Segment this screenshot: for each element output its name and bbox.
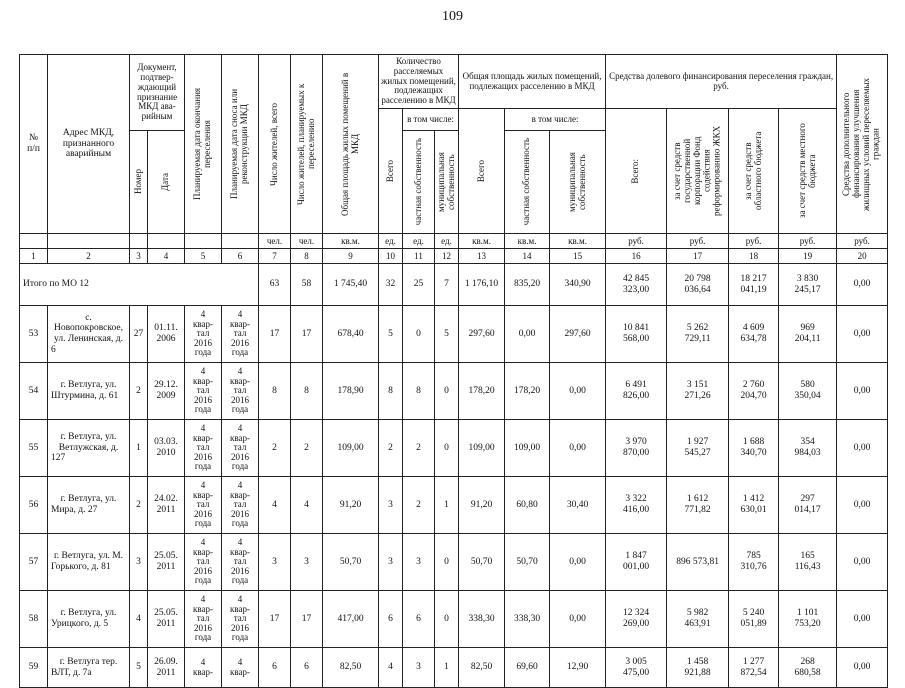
header-row-1 bbox=[20, 55, 888, 109]
row-residents-planned: 17 bbox=[291, 306, 323, 363]
header-residents-total: Число жителей, всего bbox=[259, 55, 291, 234]
unit-cell: кв.м. bbox=[323, 234, 379, 249]
row-residents-total: 8 bbox=[259, 363, 291, 420]
total-area-total: 1 176,10 bbox=[459, 264, 505, 306]
total-funds-regional: 18 217 041,19 bbox=[729, 264, 779, 306]
row-residents-planned: 6 bbox=[291, 648, 323, 688]
unit-cell: чел. bbox=[259, 234, 291, 249]
row-residents-total: 6 bbox=[259, 648, 291, 688]
row-area-total: 82,50 bbox=[459, 648, 505, 688]
row-funds-local: 969 204,11 bbox=[779, 306, 837, 363]
row-doc-number: 1 bbox=[130, 420, 148, 477]
row-funds-additional: 0,00 bbox=[837, 306, 888, 363]
row-demolition-date: 4 квар- тал 2016 года bbox=[222, 306, 259, 363]
total-area: 1 745,40 bbox=[323, 264, 379, 306]
row-doc-number: 27 bbox=[130, 306, 148, 363]
row-residents-planned: 3 bbox=[291, 534, 323, 591]
row-rooms-total: 5 bbox=[379, 306, 403, 363]
row-area-private: 60,80 bbox=[505, 477, 550, 534]
row-area-private: 178,20 bbox=[505, 363, 550, 420]
column-index: 18 bbox=[729, 249, 779, 264]
header-funds-regional: за счет средств областного бюджета bbox=[729, 109, 779, 234]
row-residents-total: 2 bbox=[259, 420, 291, 477]
total-funds-fund: 20 798 036,64 bbox=[667, 264, 729, 306]
unit-cell: ед. bbox=[403, 234, 435, 249]
header-rooms-group: Количество расселяемых жилых помещений, подлежащих расселению в МКД bbox=[379, 55, 459, 109]
row-funds-local: 268 680,58 bbox=[779, 648, 837, 688]
header-area-private: частная собственность bbox=[505, 131, 550, 234]
total-rooms-total: 32 bbox=[379, 264, 403, 306]
row-funds-fund: 1 458 921,88 bbox=[667, 648, 729, 688]
row-number: 58 bbox=[20, 591, 48, 648]
unit-cell: руб. bbox=[606, 234, 667, 249]
row-address: г. Ветлуга, ул. М. Горького, д. 81 bbox=[48, 534, 130, 591]
row-doc-number: 5 bbox=[130, 648, 148, 688]
row-address: г. Ветлуга, ул. Урицкого, д. 5 bbox=[48, 591, 130, 648]
row-rooms-total: 3 bbox=[379, 477, 403, 534]
header-rooms-including: в том числе: bbox=[403, 109, 459, 131]
row-end-date: 4 квар- тал 2016 года bbox=[185, 363, 222, 420]
unit-cell: кв.м. bbox=[505, 234, 550, 249]
row-area-municipal: 297,60 bbox=[550, 306, 606, 363]
row-funds-total: 3 970 870,00 bbox=[606, 420, 667, 477]
row-area-municipal: 0,00 bbox=[550, 591, 606, 648]
row-rooms-municipal: 1 bbox=[435, 648, 459, 688]
unit-cell: кв.м. bbox=[459, 234, 505, 249]
row-doc-number: 2 bbox=[130, 363, 148, 420]
row-rooms-private: 8 bbox=[403, 363, 435, 420]
header-funds-local: за счет средств местного бюджета bbox=[779, 109, 837, 234]
row-funds-local: 580 350,04 bbox=[779, 363, 837, 420]
row-funds-local: 354 984,03 bbox=[779, 420, 837, 477]
row-funds-additional: 0,00 bbox=[837, 420, 888, 477]
unit-cell: руб. bbox=[779, 234, 837, 249]
row-funds-total: 6 491 826,00 bbox=[606, 363, 667, 420]
column-index: 17 bbox=[667, 249, 729, 264]
row-residents-total: 3 bbox=[259, 534, 291, 591]
row-funds-local: 297 014,17 bbox=[779, 477, 837, 534]
row-residents-planned: 4 bbox=[291, 477, 323, 534]
header-planned-demolition-date: Планируемая дата сноса или реконструкции МКД bbox=[222, 55, 259, 234]
row-demolition-date: 4 квар- bbox=[222, 648, 259, 688]
column-index: 3 bbox=[130, 249, 148, 264]
unit-cell: чел. bbox=[291, 234, 323, 249]
row-end-date: 4 квар- bbox=[185, 648, 222, 688]
row-number: 54 bbox=[20, 363, 48, 420]
row-area-municipal: 0,00 bbox=[550, 534, 606, 591]
row-end-date: 4 квар- тал 2016 года bbox=[185, 534, 222, 591]
column-index: 4 bbox=[148, 249, 185, 264]
header-funds-group: Средства долевого финансирования переселения граждан, руб. bbox=[606, 55, 837, 109]
row-area-private: 109,00 bbox=[505, 420, 550, 477]
total-funds-local: 3 830 245,17 bbox=[779, 264, 837, 306]
column-index: 10 bbox=[379, 249, 403, 264]
row-rooms-municipal: 0 bbox=[435, 534, 459, 591]
row-end-date: 4 квар- тал 2016 года bbox=[185, 591, 222, 648]
row-area-private: 50,70 bbox=[505, 534, 550, 591]
row-area-municipal: 0,00 bbox=[550, 420, 606, 477]
total-residents-total: 63 bbox=[259, 264, 291, 306]
header-num: № п/п bbox=[20, 55, 48, 234]
row-funds-total: 1 847 001,00 bbox=[606, 534, 667, 591]
row-number: 57 bbox=[20, 534, 48, 591]
unit-cell: ед. bbox=[435, 234, 459, 249]
row-demolition-date: 4 квар- тал 2016 года bbox=[222, 591, 259, 648]
column-index: 14 bbox=[505, 249, 550, 264]
total-funds-total: 42 845 323,00 bbox=[606, 264, 667, 306]
row-address: г. Ветлуга, ул. Ветлужская, д. 127 bbox=[48, 420, 130, 477]
row-residents-planned: 2 bbox=[291, 420, 323, 477]
row-funds-regional: 1 688 340,70 bbox=[729, 420, 779, 477]
column-index: 7 bbox=[259, 249, 291, 264]
row-doc-date: 03.03. 2010 bbox=[148, 420, 185, 477]
row-area-municipal: 12,90 bbox=[550, 648, 606, 688]
row-funds-additional: 0,00 bbox=[837, 534, 888, 591]
header-document: Документ, подтвер-ждающий признание МКД ава-рийным bbox=[130, 55, 185, 131]
row-funds-regional: 1 412 630,01 bbox=[729, 477, 779, 534]
header-area-group: Общая площадь жилых помещений, подлежащих расселению в МКД bbox=[459, 55, 606, 109]
row-residents-planned: 17 bbox=[291, 591, 323, 648]
row-end-date: 4 квар- тал 2016 года bbox=[185, 420, 222, 477]
table-row bbox=[20, 534, 888, 591]
row-area-private: 0,00 bbox=[505, 306, 550, 363]
row-doc-date: 25.05. 2011 bbox=[148, 534, 185, 591]
row-rooms-municipal: 0 bbox=[435, 420, 459, 477]
row-total-area: 50,70 bbox=[323, 534, 379, 591]
row-funds-additional: 0,00 bbox=[837, 477, 888, 534]
row-funds-regional: 4 609 634,78 bbox=[729, 306, 779, 363]
unit-cell: кв.м. bbox=[550, 234, 606, 249]
row-residents-planned: 8 bbox=[291, 363, 323, 420]
row-rooms-total: 4 bbox=[379, 648, 403, 688]
row-demolition-date: 4 квар- тал 2016 года bbox=[222, 534, 259, 591]
row-total-area: 91,20 bbox=[323, 477, 379, 534]
row-funds-total: 10 841 568,00 bbox=[606, 306, 667, 363]
row-funds-fund: 3 151 271,26 bbox=[667, 363, 729, 420]
total-label: Итого по МО 12 bbox=[20, 264, 259, 306]
row-funds-regional: 2 760 204,70 bbox=[729, 363, 779, 420]
row-funds-fund: 5 262 729,11 bbox=[667, 306, 729, 363]
row-rooms-private: 0 bbox=[403, 306, 435, 363]
row-funds-total: 3 005 475,00 bbox=[606, 648, 667, 688]
unit-cell: руб. bbox=[667, 234, 729, 249]
row-address: с. Новопокровское, ул. Ленинская, д. 6 bbox=[48, 306, 130, 363]
row-rooms-total: 2 bbox=[379, 420, 403, 477]
row-demolition-date: 4 квар- тал 2016 года bbox=[222, 363, 259, 420]
total-rooms-private: 25 bbox=[403, 264, 435, 306]
units-row bbox=[20, 234, 888, 249]
total-funds-additional: 0,00 bbox=[837, 264, 888, 306]
row-funds-local: 165 116,43 bbox=[779, 534, 837, 591]
row-doc-date: 25.05. 2011 bbox=[148, 591, 185, 648]
table-row bbox=[20, 363, 888, 420]
row-total-area: 417,00 bbox=[323, 591, 379, 648]
row-rooms-total: 8 bbox=[379, 363, 403, 420]
header-doc-date: Дата bbox=[148, 131, 185, 234]
row-end-date: 4 квар- тал 2016 года bbox=[185, 477, 222, 534]
header-area-including: в том числе: bbox=[505, 109, 606, 131]
row-area-total: 338,30 bbox=[459, 591, 505, 648]
header-funds-total: Всего: bbox=[606, 109, 667, 234]
row-area-total: 109,00 bbox=[459, 420, 505, 477]
row-funds-total: 3 322 416,00 bbox=[606, 477, 667, 534]
row-rooms-private: 3 bbox=[403, 534, 435, 591]
table-row bbox=[20, 648, 888, 688]
header-address: Адрес МКД, признанного аварийным bbox=[48, 55, 130, 234]
row-total-area: 82,50 bbox=[323, 648, 379, 688]
column-index: 20 bbox=[837, 249, 888, 264]
total-area-municipal: 340,90 bbox=[550, 264, 606, 306]
row-total-area: 178,90 bbox=[323, 363, 379, 420]
row-funds-fund: 5 982 463,91 bbox=[667, 591, 729, 648]
row-doc-date: 01.11. 2006 bbox=[148, 306, 185, 363]
row-funds-additional: 0,00 bbox=[837, 591, 888, 648]
column-index: 2 bbox=[48, 249, 130, 264]
header-funds-fund: за счет средств государственной корпорации Фонд содействия реформированию ЖКХ bbox=[667, 109, 729, 234]
row-doc-date: 26.09. 2011 bbox=[148, 648, 185, 688]
row-area-total: 50,70 bbox=[459, 534, 505, 591]
row-rooms-total: 6 bbox=[379, 591, 403, 648]
row-address: г. Ветлуга тер. ВЛТ, д. 7а bbox=[48, 648, 130, 688]
column-index: 13 bbox=[459, 249, 505, 264]
row-funds-local: 1 101 753,20 bbox=[779, 591, 837, 648]
row-address: г. Ветлуга, ул. Штурмина, д. 61 bbox=[48, 363, 130, 420]
header-rooms-total: Всего bbox=[379, 109, 403, 234]
row-area-total: 91,20 bbox=[459, 477, 505, 534]
row-rooms-municipal: 0 bbox=[435, 591, 459, 648]
row-residents-total: 17 bbox=[259, 591, 291, 648]
row-number: 59 bbox=[20, 648, 48, 688]
row-rooms-private: 6 bbox=[403, 591, 435, 648]
row-number: 55 bbox=[20, 420, 48, 477]
row-demolition-date: 4 квар- тал 2016 года bbox=[222, 477, 259, 534]
row-end-date: 4 квар- тал 2016 года bbox=[185, 306, 222, 363]
total-residents-planned: 58 bbox=[291, 264, 323, 306]
header-residents-planned: Число жителей, планируемых к переселению bbox=[291, 55, 323, 234]
table-row bbox=[20, 477, 888, 534]
column-index: 16 bbox=[606, 249, 667, 264]
column-index: 8 bbox=[291, 249, 323, 264]
row-funds-additional: 0,00 bbox=[837, 648, 888, 688]
row-funds-fund: 896 573,81 bbox=[667, 534, 729, 591]
column-index: 19 bbox=[779, 249, 837, 264]
header-area-municipal: муниципальная собственность bbox=[550, 131, 606, 234]
column-index: 12 bbox=[435, 249, 459, 264]
row-address: г. Ветлуга, ул. Мира, д. 27 bbox=[48, 477, 130, 534]
total-rooms-municipal: 7 bbox=[435, 264, 459, 306]
row-rooms-private: 2 bbox=[403, 420, 435, 477]
table-row bbox=[20, 306, 888, 363]
total-area-private: 835,20 bbox=[505, 264, 550, 306]
row-funds-regional: 5 240 051,89 bbox=[729, 591, 779, 648]
page-number: 109 bbox=[442, 9, 463, 24]
row-rooms-total: 3 bbox=[379, 534, 403, 591]
header-total-area: Общая площадь жилых помещений в МКД bbox=[323, 55, 379, 234]
header-doc-number: Номер bbox=[130, 131, 148, 234]
table-row bbox=[20, 591, 888, 648]
row-residents-total: 17 bbox=[259, 306, 291, 363]
row-funds-regional: 1 277 872,54 bbox=[729, 648, 779, 688]
row-rooms-private: 3 bbox=[403, 648, 435, 688]
row-number: 56 bbox=[20, 477, 48, 534]
row-area-total: 178,20 bbox=[459, 363, 505, 420]
row-area-private: 338,30 bbox=[505, 591, 550, 648]
row-funds-fund: 1 927 545,27 bbox=[667, 420, 729, 477]
row-total-area: 678,40 bbox=[323, 306, 379, 363]
header-funds-additional: Средства дополнительного финансирования улучшения жилищных условий переселяемых граждан bbox=[837, 55, 888, 234]
row-rooms-private: 2 bbox=[403, 477, 435, 534]
row-rooms-municipal: 1 bbox=[435, 477, 459, 534]
column-index: 15 bbox=[550, 249, 606, 264]
unit-cell: ед. bbox=[379, 234, 403, 249]
row-funds-regional: 785 310,76 bbox=[729, 534, 779, 591]
row-doc-number: 3 bbox=[130, 534, 148, 591]
row-total-area: 109,00 bbox=[323, 420, 379, 477]
resettlement-table bbox=[19, 54, 888, 688]
row-area-private: 69,60 bbox=[505, 648, 550, 688]
row-residents-total: 4 bbox=[259, 477, 291, 534]
row-number: 53 bbox=[20, 306, 48, 363]
row-funds-fund: 1 612 771,82 bbox=[667, 477, 729, 534]
row-area-municipal: 30,40 bbox=[550, 477, 606, 534]
column-index: 6 bbox=[222, 249, 259, 264]
header-area-total: Всего bbox=[459, 109, 505, 234]
column-index: 5 bbox=[185, 249, 222, 264]
row-rooms-municipal: 5 bbox=[435, 306, 459, 363]
row-doc-number: 4 bbox=[130, 591, 148, 648]
row-demolition-date: 4 квар- тал 2016 года bbox=[222, 420, 259, 477]
row-area-total: 297,60 bbox=[459, 306, 505, 363]
row-doc-date: 24.02. 2011 bbox=[148, 477, 185, 534]
unit-cell: руб. bbox=[837, 234, 888, 249]
unit-cell: руб. bbox=[729, 234, 779, 249]
header-rooms-municipal: муниципальная собственность bbox=[435, 131, 459, 234]
column-index: 9 bbox=[323, 249, 379, 264]
row-doc-date: 29.12. 2009 bbox=[148, 363, 185, 420]
column-index: 11 bbox=[403, 249, 435, 264]
column-index-row bbox=[20, 249, 888, 264]
header-rooms-private: частная собственность bbox=[403, 131, 435, 234]
row-area-municipal: 0,00 bbox=[550, 363, 606, 420]
header-planned-end-date: Планируемая дата окончания переселения bbox=[185, 55, 222, 234]
row-doc-number: 2 bbox=[130, 477, 148, 534]
row-funds-additional: 0,00 bbox=[837, 363, 888, 420]
column-index: 1 bbox=[20, 249, 48, 264]
row-funds-total: 12 324 269,00 bbox=[606, 591, 667, 648]
table-row bbox=[20, 420, 888, 477]
row-rooms-municipal: 0 bbox=[435, 363, 459, 420]
total-row bbox=[20, 264, 888, 306]
